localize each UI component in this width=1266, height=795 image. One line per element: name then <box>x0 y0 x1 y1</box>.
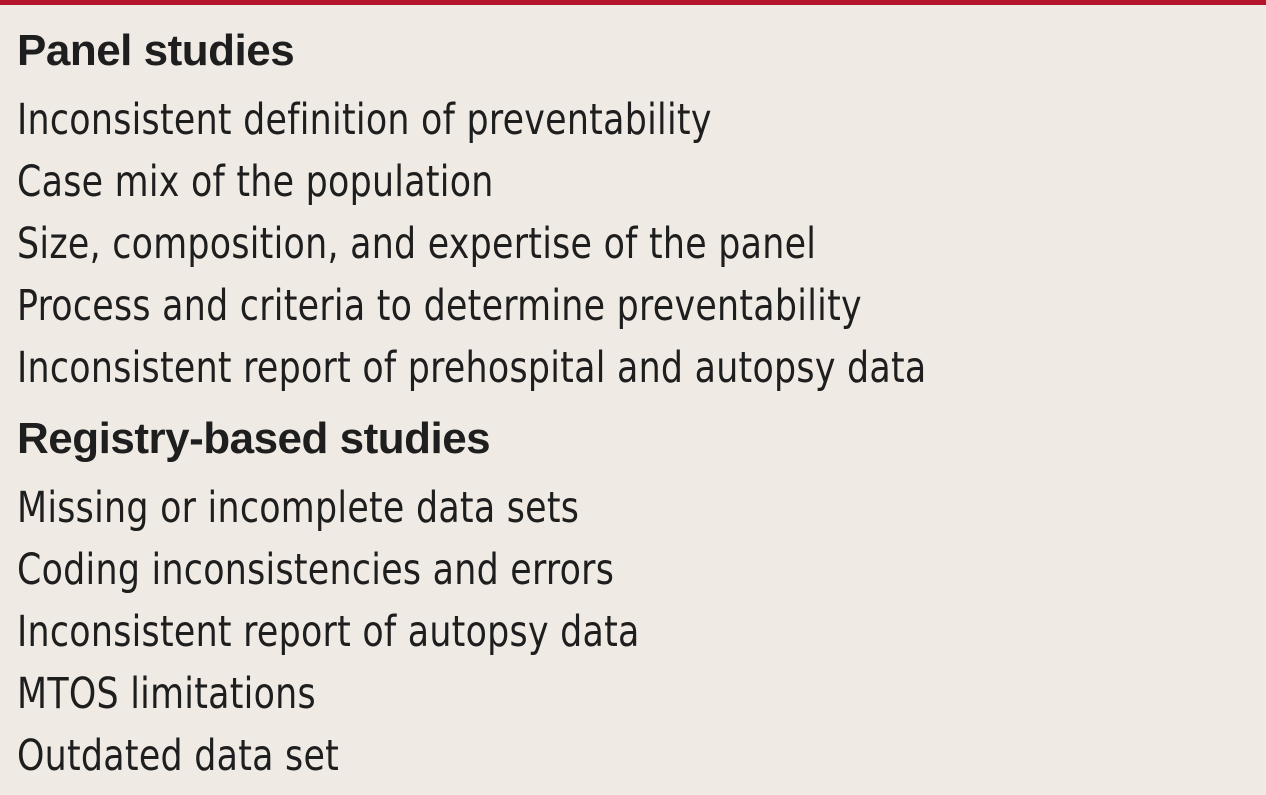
section-panel-studies <box>17 27 1266 399</box>
list-item: Coding inconsistencies and errors <box>17 545 615 595</box>
item-list <box>17 89 1266 399</box>
section-registry-based-studies <box>17 415 1266 787</box>
list-item: Inconsistent definition of preventability <box>17 95 712 145</box>
item-list <box>17 477 1266 787</box>
list-item: Inconsistent report of prehospital and autopsy data <box>17 343 927 393</box>
list-item: Outdated data set <box>17 731 340 781</box>
list-item: Case mix of the population <box>17 157 494 207</box>
list-item: Process and criteria to determine preventability <box>17 281 862 331</box>
list-item: Inconsistent report of autopsy data <box>17 607 640 657</box>
section-heading: Panel studies <box>17 26 295 75</box>
list-item: Size, composition, and expertise of the panel <box>17 219 817 269</box>
list-item: Missing or incomplete data sets <box>17 483 580 533</box>
list-item: MTOS limitations <box>17 669 316 719</box>
section-heading: Registry-based studies <box>17 414 491 463</box>
